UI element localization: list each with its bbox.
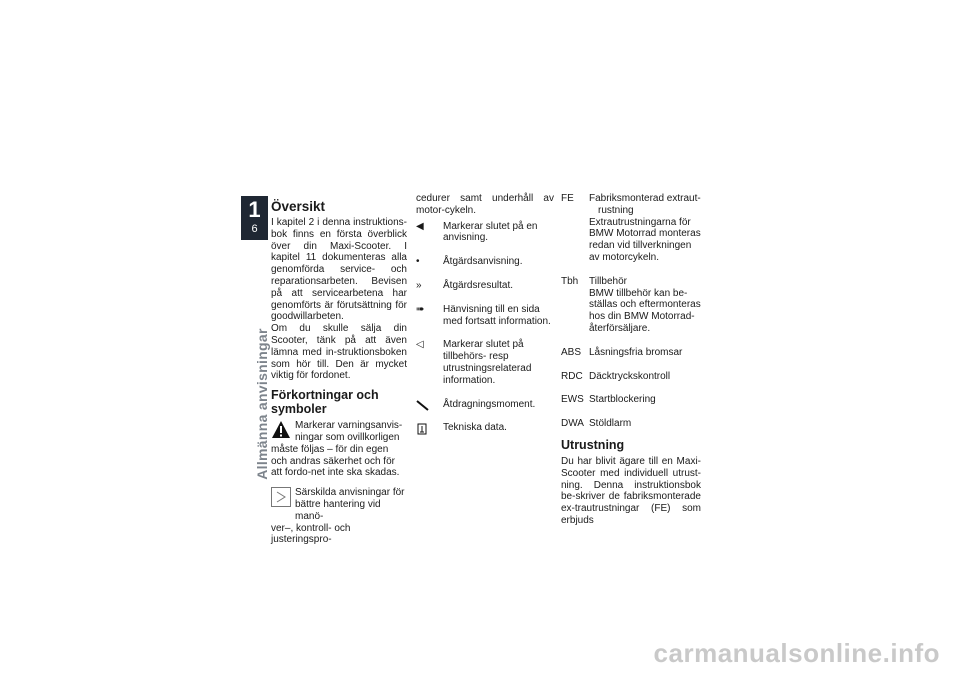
abbreviation-meaning-cont: rustning (598, 204, 634, 216)
symbol-text: Markerar slutet på tillbehörs- resp utrustningsrelaterad information. (443, 339, 532, 386)
double-chevron-icon: » (416, 279, 422, 291)
accessory-end-icon: ◁ (416, 339, 424, 351)
overview-text: I kapitel 2 i denna instruktions-bok finns en första överblick över din Maxi-Scooter. I kapitel 11 dokumenteras alla genomförda service- och reparationsarbeten. Bevisen på att servicearbetena har genomförts är förutsättning för goodwillarbeten. (271, 217, 407, 323)
bullet-icon: • (416, 256, 420, 268)
abbreviation-meaning: Låsningsfria bromsar (589, 346, 683, 358)
page-number: 6 (251, 223, 258, 235)
overview-heading: Översikt (271, 199, 326, 214)
side-chapter-title: Allmänna anvisningar (254, 328, 270, 480)
abbreviations-heading: Förkortningar och symboler (271, 388, 379, 417)
reference-arrow-icon: ➠ (416, 303, 425, 315)
warning-text-first: Markerar varningsanvis-ningar som ovillkorligen (295, 420, 403, 443)
overview-text-2: Om du skulle sälja din Scooter, tänk på att även lämna med in-struktionsboken som hör till. Den är mycket viktig för fordonet. (271, 323, 407, 382)
symbol-row-end (416, 221, 554, 245)
column-2 (416, 193, 554, 446)
abbreviation-meaning: Tillbehör (589, 275, 627, 287)
warning-triangle-icon (271, 420, 291, 440)
note-text-rest: ver–, kontroll- och justeringspro- (271, 522, 351, 546)
note-icon (271, 487, 291, 507)
warning-text-rest: måste följas – för din egen och andras säkerhet och för att fordo-net inte ska skadas. (271, 443, 400, 479)
symbol-text: Hänvisning till en sida med fortsatt information. (443, 303, 551, 327)
watermark: carmanualsonline.info (653, 638, 940, 668)
abbreviation-description: Extrautrustningarna för BMW Motorrad monteras redan vid tillverkningen av motorcykeln. (589, 216, 701, 263)
abbreviation-tbh (561, 276, 701, 335)
abbreviation-code: EWS (561, 394, 584, 406)
abbreviation-code: ABS (561, 346, 582, 358)
abbreviation-code: Tbh (561, 275, 579, 287)
technical-data-icon (416, 422, 430, 440)
abbreviation-fe (561, 193, 701, 264)
abbreviation-abs (561, 347, 701, 359)
equipment-heading: Utrustning (561, 437, 625, 452)
abbreviation-rdc (561, 371, 701, 383)
symbol-text: Åtdragningsmoment. (443, 398, 536, 410)
abbreviation-meaning: Startblockering (589, 394, 656, 406)
abbreviation-ews (561, 394, 701, 406)
special-note (271, 487, 407, 546)
column-1 (271, 199, 407, 546)
abbreviation-meaning: Fabriksmonterad extraut- (589, 193, 701, 204)
symbol-row-accessory-end (416, 339, 554, 386)
warning-note (271, 420, 407, 479)
continued-text: cedurer samt underhåll av motor-cykeln. (416, 193, 554, 216)
symbol-text: Tekniska data. (443, 422, 507, 434)
abbreviation-code: RDC (561, 370, 583, 382)
abbreviation-code: DWA (561, 418, 584, 430)
symbol-row-torque (416, 399, 554, 411)
symbol-row-reference (416, 304, 554, 328)
abbreviation-code: FE (561, 193, 574, 204)
equipment-text: Du har blivit ägare till en Maxi-Scooter med individuell utrust-ning. Denna instruktionsbok be-skriver de fabriksmonterade ex-trautrustningar (FE) som erbjuds (561, 455, 701, 526)
chapter-marker (241, 196, 268, 240)
abbreviation-meaning: Stöldlarm (589, 418, 632, 430)
symbol-text: Åtgärdsresultat. (443, 279, 514, 291)
end-marker-icon: ◀ (416, 220, 424, 232)
abbreviation-meaning: Däcktryckskontroll (589, 370, 671, 382)
note-text-first: Särskilda anvisningar för bättre hantering vid manö- (295, 487, 405, 522)
torque-wrench-icon (416, 399, 430, 416)
column-3 (561, 193, 701, 527)
abbreviation-dwa (561, 418, 701, 430)
symbol-row-technical-data (416, 422, 554, 434)
abbreviation-description: BMW tillbehör kan be-ställas och eftermonteras hos din BMW Motorrad-återförsäljare. (589, 287, 701, 334)
symbol-text: Markerar slutet på en anvisning. (443, 220, 538, 244)
chapter-number: 1 (248, 197, 261, 222)
symbol-row-action (416, 256, 554, 268)
symbol-text: Åtgärdsanvisning. (443, 256, 523, 268)
symbol-row-result (416, 280, 554, 292)
